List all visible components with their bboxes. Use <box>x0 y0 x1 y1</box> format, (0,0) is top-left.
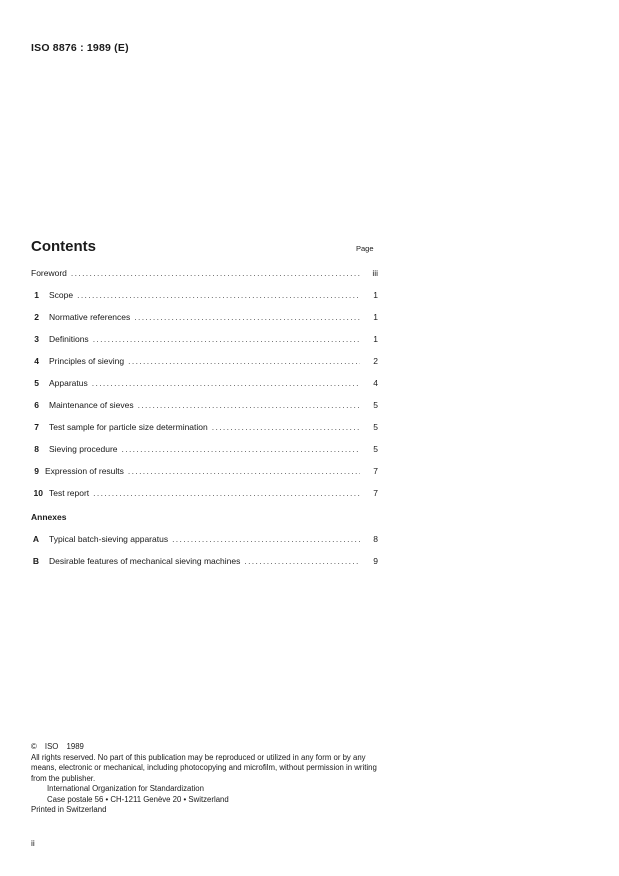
toc-leader-dots <box>244 554 360 568</box>
organization-address: Case postale 56 • CH-1211 Genève 20 • Switzerland <box>47 794 229 804</box>
rights-statement: All rights reserved. No part of this publication may be reproduced or utilized in any form or by any means, electronic or mechanical, including photocopying and microfilm, without permission in writing from the publisher. <box>31 752 377 783</box>
toc-entry[interactable] <box>31 464 378 478</box>
toc-entry-page: 1 <box>373 290 378 300</box>
toc-annex-letter: A <box>32 534 39 544</box>
toc-entry-number: 9 <box>34 466 39 476</box>
toc-leader-dots <box>77 288 360 302</box>
toc-entry-page: 5 <box>373 444 378 454</box>
toc-leader-dots <box>92 376 360 390</box>
toc-entry-number: 3 <box>34 334 39 344</box>
standard-identifier: ISO 8876 : 1989 (E) <box>31 42 129 54</box>
annexes-heading: Annexes <box>31 512 67 522</box>
toc-entry-page: 1 <box>373 312 378 322</box>
toc-entry[interactable] <box>31 420 378 434</box>
toc-entry-page: 2 <box>373 356 378 366</box>
toc-leader-dots <box>122 442 360 456</box>
toc-entry[interactable] <box>31 442 378 456</box>
toc-entry-number: 2 <box>34 312 39 322</box>
toc-entry[interactable] <box>31 398 378 412</box>
toc-entry-number: 5 <box>34 378 39 388</box>
toc-entry[interactable] <box>31 376 378 390</box>
toc-entry-title: Foreword <box>31 268 67 278</box>
toc-entry-title: Scope <box>49 290 74 300</box>
toc-leader-dots <box>71 266 360 280</box>
toc-entry-foreword[interactable] <box>31 266 378 280</box>
toc-entry-title: Desirable features of mechanical sieving machines <box>49 556 241 566</box>
toc-entry-title: Apparatus <box>49 378 88 388</box>
toc-entry-title: Normative references <box>49 312 131 322</box>
toc-entry-page: 4 <box>373 378 378 388</box>
toc-entry-page: iii <box>372 268 378 278</box>
organization-name: International Organization for Standardization <box>47 784 204 793</box>
copyright-block <box>31 742 381 816</box>
copyright-symbol: © <box>31 742 37 751</box>
toc-entry-number: 6 <box>34 400 39 410</box>
toc-entry-number: 1 <box>34 290 39 300</box>
toc-entry-title: Expression of results <box>45 466 124 476</box>
toc-annex-entry[interactable] <box>31 554 378 568</box>
toc-leader-dots <box>172 532 360 546</box>
toc-entry-title: Test report <box>49 488 90 498</box>
printed-in: Printed in Switzerland <box>31 805 107 814</box>
toc-entry[interactable] <box>31 288 378 302</box>
toc-entry-title: Test sample for particle size determination <box>49 422 208 432</box>
toc-entry-page: 8 <box>373 534 378 544</box>
toc-leader-dots <box>128 464 360 478</box>
toc-entry-number: 7 <box>34 422 39 432</box>
toc-entry-page: 5 <box>373 400 378 410</box>
toc-leader-dots <box>212 420 360 434</box>
toc-entry-title: Sieving procedure <box>49 444 118 454</box>
contents-heading: Contents <box>31 238 96 255</box>
toc-entry-number: 8 <box>34 444 39 454</box>
toc-entry-number: 10 <box>33 488 43 498</box>
toc-entry[interactable] <box>31 332 378 346</box>
page-column-label: Page <box>356 244 374 253</box>
toc-annex-letter: B <box>32 556 39 566</box>
toc-entry-page: 1 <box>373 334 378 344</box>
toc-entry-title: Typical batch-sieving apparatus <box>49 534 169 544</box>
toc-entry-number: 4 <box>34 356 39 366</box>
toc-entry-title: Maintenance of sieves <box>49 400 134 410</box>
toc-entry-title: Definitions <box>49 334 89 344</box>
toc-entry[interactable] <box>31 310 378 324</box>
toc-entry-title: Principles of sieving <box>49 356 125 366</box>
toc-leader-dots <box>128 354 360 368</box>
copyright-year: 1989 <box>66 742 84 751</box>
copyright-line <box>31 742 381 753</box>
toc-entry-page: 9 <box>373 556 378 566</box>
page-number: ii <box>31 838 35 848</box>
toc-entry[interactable] <box>31 486 378 500</box>
toc-annex-entry[interactable] <box>31 532 378 546</box>
toc-entry-page: 7 <box>373 488 378 498</box>
copyright-org: ISO <box>44 742 59 751</box>
toc-entry-page: 5 <box>373 422 378 432</box>
toc-entry[interactable] <box>31 354 378 368</box>
toc-entry-page: 7 <box>373 466 378 476</box>
toc-leader-dots <box>93 486 360 500</box>
toc-leader-dots <box>134 310 360 324</box>
toc-leader-dots <box>138 398 360 412</box>
toc-leader-dots <box>93 332 360 346</box>
